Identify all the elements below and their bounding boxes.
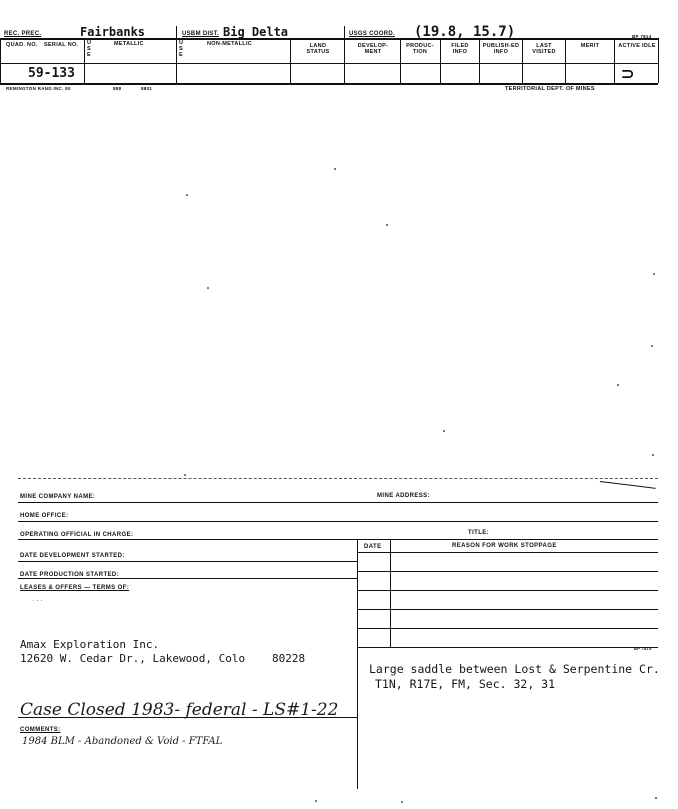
row-rule [357, 647, 658, 648]
col-divider [479, 38, 480, 83]
card-code-1: 888 [113, 86, 122, 91]
row-rule [357, 628, 658, 629]
stoppage-date-divider [390, 539, 391, 647]
row-rule [18, 539, 658, 540]
col-divider [400, 38, 401, 83]
header-row-rule [0, 63, 658, 64]
card-printer-label: REMINGTON RAND INC. 80 [6, 86, 71, 91]
usbm-dist-value: Big Delta [223, 25, 289, 39]
usgs-coord-label: USGS COORD. [349, 31, 395, 37]
card-code-2: 8801 [141, 86, 153, 91]
company-zip-text: 80228 [272, 652, 306, 665]
col-divider [522, 38, 523, 83]
land-status-label: LAND STATUS [306, 43, 330, 55]
active-mark-icon: ⊃ [621, 66, 635, 83]
row-rule [18, 561, 357, 562]
col-divider [290, 38, 291, 83]
location-legal-text: T1N, R17E, FM, Sec. 32, 31 [375, 677, 556, 691]
col-divider [565, 38, 566, 83]
serial-no-label: SERIAL NO. [44, 42, 79, 48]
territorial-dept-label: TERRITORIAL DEPT. OF MINES [505, 86, 595, 92]
stoppage-table-left [357, 539, 358, 789]
row-rule [357, 552, 658, 553]
non-metallic-label: NON-METALLIC [207, 41, 253, 47]
header-rule [0, 38, 658, 40]
merit-label: MERIT [580, 43, 600, 49]
active-idle-label: ACTIVE IDLE [618, 43, 656, 49]
metallic-label: METALLIC [114, 41, 144, 47]
header-bottom-rule [0, 83, 658, 85]
col-divider [0, 38, 1, 83]
col-divider [84, 38, 85, 83]
title-label: TITLE: [468, 530, 490, 536]
date-development-label: DATE DEVELOPMENT STARTED: [20, 553, 125, 559]
development-label: DEVELOP-MENT [357, 43, 389, 55]
rec-prec-value: Fairbanks [80, 25, 146, 39]
col-divider [440, 38, 441, 83]
published-info-label: PUBLISH-ED INFO [482, 43, 520, 55]
col-divider [176, 26, 177, 83]
col-divider [344, 26, 345, 83]
date-col-label: DATE [364, 544, 382, 550]
col-divider [658, 38, 659, 83]
form-number-top: BP 7814 [632, 34, 652, 39]
company-address-text: 12620 W. Cedar Dr., Lakewood, Colo [20, 652, 246, 665]
row-rule [357, 571, 658, 572]
row-rule [357, 609, 658, 610]
production-label: PRODUC-TION [406, 43, 434, 55]
col-divider [614, 38, 615, 83]
mine-address-label: MINE ADDRESS: [377, 493, 430, 499]
card-top-edge [18, 478, 658, 479]
home-office-label: HOME OFFICE: [20, 513, 69, 519]
row-rule [357, 590, 658, 591]
filed-info-label: FILED INFO [451, 43, 469, 55]
usbm-dist-label: USBM DIST. [182, 31, 220, 37]
rec-prec-label: REC. PREC. [4, 31, 42, 37]
use-code-label: U S E [87, 40, 92, 58]
row-rule [18, 578, 357, 579]
use-code-label-2: U S E [179, 40, 184, 58]
mine-company-name-label: MINE COMPANY NAME: [20, 494, 96, 500]
location-description-text: Large saddle between Lost & Serpentine Cr. [369, 662, 660, 676]
last-visited-label: LAST VISITED [532, 43, 556, 55]
operating-official-label: OPERATING OFFICIAL IN CHARGE: [20, 532, 134, 538]
company-name-text: Amax Exploration Inc. [20, 638, 160, 651]
row-rule [18, 502, 658, 503]
leases-label: LEASES & OFFERS — TERMS OF: [20, 585, 130, 591]
quad-no-label: QUAD. NO. [6, 42, 38, 48]
handwritten-case-status: Case Closed 1983- federal - LS#1-22 [20, 700, 339, 720]
handwritten-comment: 1984 BLM - Abandoned & Void - FTFAL [22, 736, 223, 747]
leases-dots: ... [32, 594, 45, 603]
comments-label: COMMENTS: [20, 727, 61, 733]
date-production-label: DATE PRODUCTION STARTED: [20, 572, 120, 578]
row-rule [18, 717, 357, 718]
row-rule [18, 521, 658, 522]
usgs-coord-value: (19.8, 15.7) [414, 24, 516, 40]
quad-serial-value: 59-133 [28, 66, 75, 81]
form-number-bottom: BP 7815 [634, 646, 652, 651]
card-corner-mark [598, 481, 655, 501]
reason-col-label: REASON FOR WORK STOPPAGE [452, 543, 557, 549]
